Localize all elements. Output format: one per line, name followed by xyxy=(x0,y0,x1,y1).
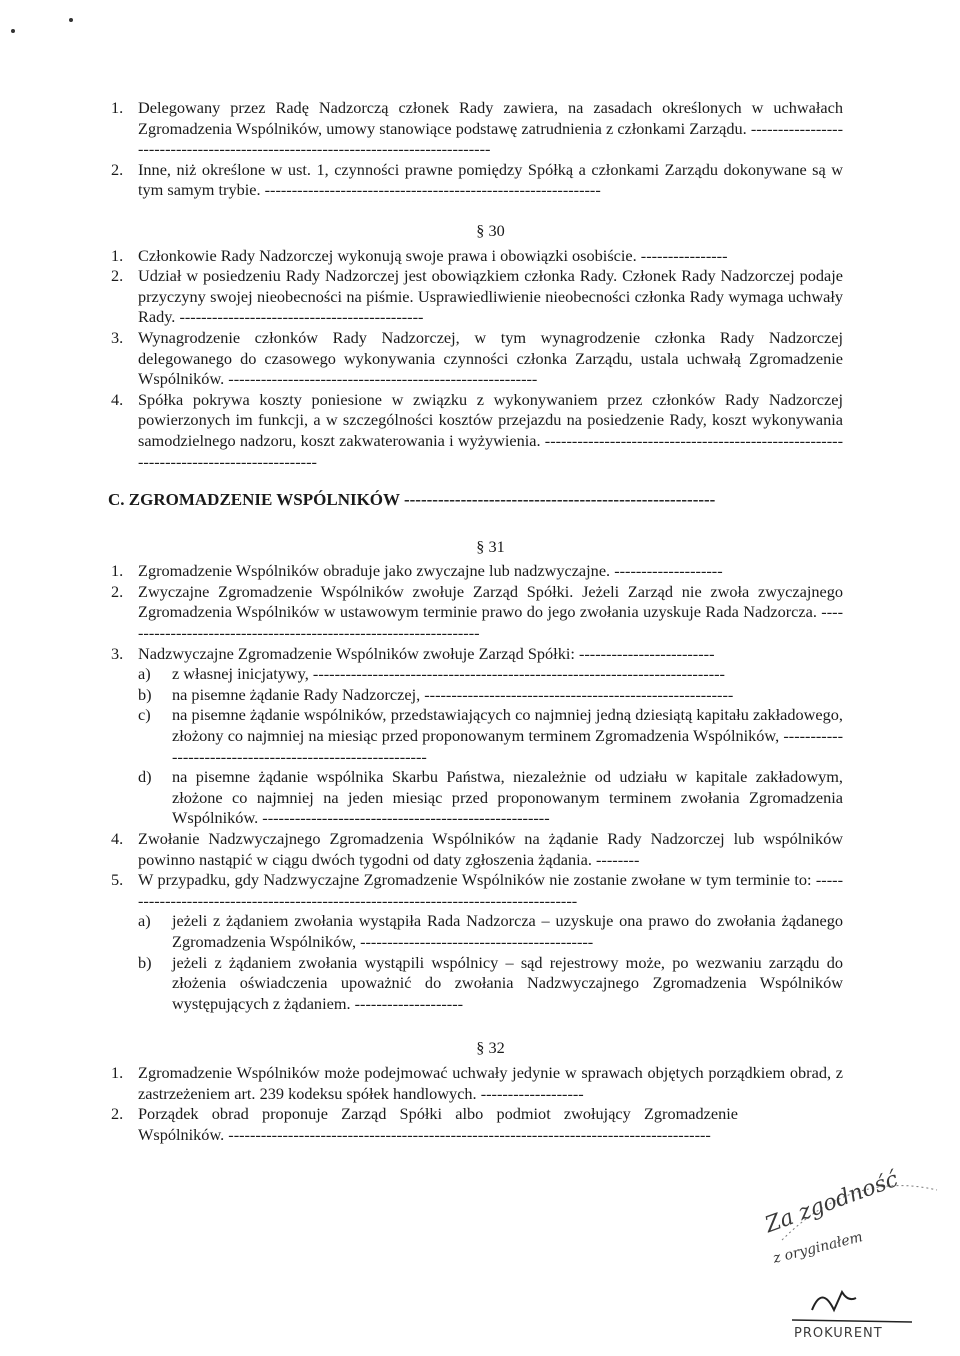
sublist xyxy=(138,664,843,829)
stamp-line-1: Za zgodność xyxy=(761,1166,902,1239)
sublist-item xyxy=(138,705,843,767)
section-29-continued xyxy=(108,98,843,201)
paragraph-heading-31: § 31 xyxy=(476,536,505,556)
item-number: 2. xyxy=(111,159,124,179)
sublist-item xyxy=(138,685,843,706)
item-text: Inne, niż określone w ust. 1, czynności prawne pomiędzy Spółką a członkami Zarządu dokonywane są w tym samym trybie. -------------------------------------------------------------- xyxy=(138,159,843,200)
sublist-item xyxy=(138,911,843,952)
item-text: Zwyczajne Zgromadzenie Wspólników zwołuje Zarząd Spółki. Jeżeli Zarząd nie zwoła zwyczajnego Zgromadzenia Wspólników w ustawowym terminie prawo do jego zwołania uzyskuje Rada Nadzorcza. ------------------------------------------------------------------- xyxy=(138,581,843,643)
list-item xyxy=(108,328,843,390)
list-item xyxy=(108,644,843,665)
item-number: 3. xyxy=(111,643,124,663)
item-number: 3. xyxy=(111,327,124,347)
paragraph-heading-32: § 32 xyxy=(476,1038,505,1058)
sublist-label: c) xyxy=(138,705,151,725)
item-text: Porządek obrad proponuje Zarząd Spółki albo podmiot zwołujący Zgromadzenie Wspólników. ----------------------------------------------------------------------------------------- xyxy=(138,1104,738,1144)
list-item xyxy=(108,246,843,267)
sublist-text: z własnej inicjatywy, ---------------------------------------------------------------------------- xyxy=(172,664,725,684)
stamp-line-3: PROKURENT xyxy=(794,1326,883,1341)
sublist-text: na pisemne żądanie wspólnika Skarbu Państwa, niezależnie od udziału w kapitale zakładowym, złożone co najmniej na jeden miesiąc przed proponowanym terminem zwołania Zgromadzenia Wspólników. ----------------------------------------------------- xyxy=(172,767,843,828)
sublist-item xyxy=(138,953,843,1015)
sublist-item xyxy=(138,664,843,685)
section-30 xyxy=(108,246,843,473)
list-item xyxy=(108,870,843,911)
certification-stamp xyxy=(752,1160,952,1345)
sublist-item xyxy=(138,767,843,829)
sublist-label: a) xyxy=(138,664,151,684)
document-page xyxy=(108,98,843,1145)
item-text: Nadzwyczajne Zgromadzenie Wspólników zwołuje Zarząd Spółki: ------------------------- xyxy=(138,643,715,663)
item-text: Zgromadzenie Wspólników może podejmować uchwały jedynie w sprawach objętych porządkiem obrad, z zastrzeżeniem art. 239 kodeksu spółek handlowych. ------------------- xyxy=(138,1062,843,1103)
item-text: Członkowie Rady Nadzorczej wykonują swoje prawa i obowiązki osobiście. ---------------- xyxy=(138,245,728,265)
item-number: 1. xyxy=(111,245,124,265)
scan-mark xyxy=(11,29,15,33)
list-item xyxy=(108,829,843,870)
sublist-label: d) xyxy=(138,767,152,787)
sublist-text: jeżeli z żądaniem zwołania wystąpili wspólnicy – sąd rejestrowy może, po wezwaniu zarządu do złożenia oświadczenia upoważnić do zwołania Nadzwyczajnego Zgromadzenia Wspólników występujących z żądaniem. -------------------- xyxy=(172,952,843,1013)
item-text: Zgromadzenie Wspólników obraduje jako zwyczajne lub nadzwyczajne. -------------------- xyxy=(138,561,723,581)
item-number: 2. xyxy=(111,266,124,286)
sublist-label: a) xyxy=(138,911,151,931)
item-text: Udział w posiedzeniu Rady Nadzorczej jest obowiązkiem członka Rady. Członek Rady Nadzorczej podaje przyczyny swojej nieobecności na piśmie. Usprawiedliwienie nieobecności członka Rady wymaga uchwały Rady. --------------------------------------------- xyxy=(138,266,843,327)
item-number: 1. xyxy=(111,1062,124,1082)
item-number: 4. xyxy=(111,829,124,848)
section-32 xyxy=(108,1063,843,1145)
list-item xyxy=(108,1104,843,1145)
item-number: 5. xyxy=(111,870,124,890)
sublist-label: b) xyxy=(138,684,152,704)
list-item xyxy=(108,561,843,582)
item-number: 4. xyxy=(111,389,124,409)
item-number: 1. xyxy=(111,98,124,117)
item-number: 2. xyxy=(111,581,124,601)
stamp-line-2: z oryginałem xyxy=(771,1229,865,1267)
list-item xyxy=(108,390,843,472)
sublist-text: na pisemne żądanie Rady Nadzorczej, --------------------------------------------------------- xyxy=(172,684,734,704)
section-heading-c: C. ZGROMADZENIE WSPÓLNIKÓW ------------------------------------------------------- xyxy=(108,490,716,510)
paragraph-heading-30: § 30 xyxy=(476,220,505,240)
item-text: Wynagrodzenie członków Rady Nadzorczej, w tym wynagrodzenie członka Rady Nadzorczej delegowanego do czasowego wykonywania czynności członka Zarządu, ustala uchwałą Zgromadzenie Wspólników. --------------------------------------------------------- xyxy=(138,327,843,389)
item-number: 1. xyxy=(111,561,124,581)
item-text: W przypadku, gdy Nadzwyczajne Zgromadzenie Wspólników nie zostanie zwołane w tym terminie to: -------------------------------------------------------------------------------------- xyxy=(138,870,843,910)
item-text: Delegowany przez Radę Nadzorczą członek Rady zawiera, na zasadach określonych w uchwałach Zgromadzenia Wspólników, umowy stanowiące podstawę zatrudnienia z członkami Zarządu. ---------------------------------------------------------------------------------- xyxy=(138,98,843,159)
list-item xyxy=(108,160,843,201)
list-item xyxy=(108,1063,843,1104)
section-31 xyxy=(108,561,843,1014)
list-item xyxy=(108,98,843,160)
list-item xyxy=(108,582,843,644)
sublist xyxy=(138,911,843,1014)
list-item xyxy=(108,266,843,328)
item-text: Spółka pokrywa koszty poniesione w związku z wykonywaniem przez członków Rady Nadzorczej powierzonych im funkcji, a w szczególności kosztów przejazdu na posiedzenie Rady, koszt wykonywania samodzielnego nadzoru, koszt zakwaterowania i wyżywienia. ---------------------------------------------------------------------------------------- xyxy=(138,389,843,471)
sublist-text: jeżeli z żądaniem zwołania wystąpiła Rada Nadzorcza – uzyskuje ona prawo do zwołania żądanego Zgromadzenia Wspólników, ------------------------------------------- xyxy=(172,911,843,951)
sublist-label: b) xyxy=(138,952,152,972)
item-text: Zwołanie Nadzwyczajnego Zgromadzenia Wspólników na żądanie Rady Nadzorczej lub wspólników powinno nastąpić w ciągu dwóch tygodni od daty zgłoszenia żądania. -------- xyxy=(138,829,843,869)
item-number: 2. xyxy=(111,1104,124,1124)
sublist-text: na pisemne żądanie wspólników, przedstawiających co najmniej jedną dziesiątą kapitału zakładowego, złożony co najmniej na miesiąc przed proponowanym terminem Zgromadzenia Wspólników, ---------------------------------------------------------- xyxy=(172,705,843,766)
scan-mark xyxy=(69,18,73,22)
